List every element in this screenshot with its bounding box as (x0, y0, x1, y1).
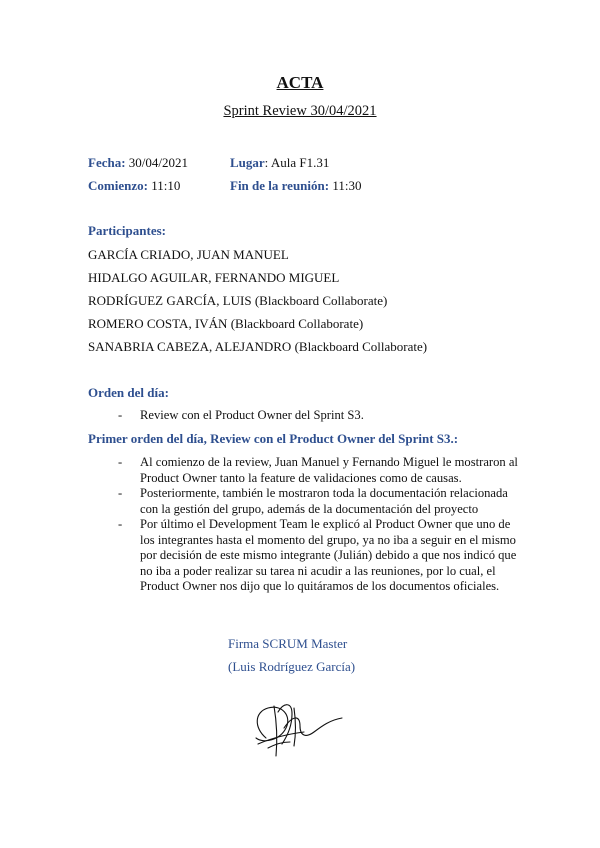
lugar-value: : Aula F1.31 (264, 155, 330, 170)
fecha-field (88, 155, 188, 171)
participant-item: SANABRIA CABEZA, ALEJANDRO (Blackboard Collaborate) (88, 339, 428, 354)
fecha-value: 30/04/2021 (128, 155, 189, 170)
participant-item: ROMERO COSTA, IVÁN (Blackboard Collaborate) (88, 316, 364, 331)
lugar-field (230, 155, 329, 171)
lugar-label: Lugar (230, 155, 265, 170)
fin-value: 11:30 (332, 178, 362, 193)
first-item-list (116, 455, 521, 595)
list-item: - Por último el Development Team le explicó al Product Owner que uno de los integrantes hasta el momento del grupo, ya no iba a seguir en el mismo por decisión de este mismo integrante (Julián) debido a que nos indicó que no iba a poder realizar su tarea ni acudir a las reuniones, por lo cual, el Product Owner nos dijo que lo quitáramos de los documentos oficiales. (116, 517, 521, 595)
comienzo-label: Comienzo: (88, 178, 148, 193)
agenda-list (116, 408, 521, 424)
participant-item: HIDALGO AGUILAR, FERNANDO MIGUEL (88, 270, 340, 285)
signature-name: (Luis Rodríguez García) (228, 659, 356, 674)
handwritten-signature-image (248, 698, 348, 760)
document-title: ACTA (276, 73, 324, 92)
agenda-heading: Orden del día: (88, 385, 169, 400)
comienzo-value: 11:10 (151, 178, 181, 193)
comienzo-field (88, 178, 180, 194)
list-item: - Review con el Product Owner del Sprint S3. (116, 408, 521, 424)
first-item-heading: Primer orden del día, Review con el Product Owner del Sprint S3.: (88, 431, 459, 446)
participants-heading: Participantes: (88, 223, 166, 238)
list-item: - Posteriormente, también le mostraron toda la documentación relacionada con la gestión del grupo, además de la documentación del proyecto (116, 486, 521, 517)
list-item: - Al comienzo de la review, Juan Manuel y Fernando Miguel le mostraron al Product Owner tanto la feature de validaciones como de causas. (116, 455, 521, 486)
fin-label: Fin de la reunión: (230, 178, 330, 193)
participant-item: RODRÍGUEZ GARCÍA, LUIS (Blackboard Collaborate) (88, 293, 388, 308)
fecha-label: Fecha: (88, 155, 126, 170)
signature-title: Firma SCRUM Master (228, 636, 348, 651)
participant-item: GARCÍA CRIADO, JUAN MANUEL (88, 247, 289, 262)
fin-field (230, 178, 361, 194)
document-subtitle: Sprint Review 30/04/2021 (223, 103, 377, 119)
